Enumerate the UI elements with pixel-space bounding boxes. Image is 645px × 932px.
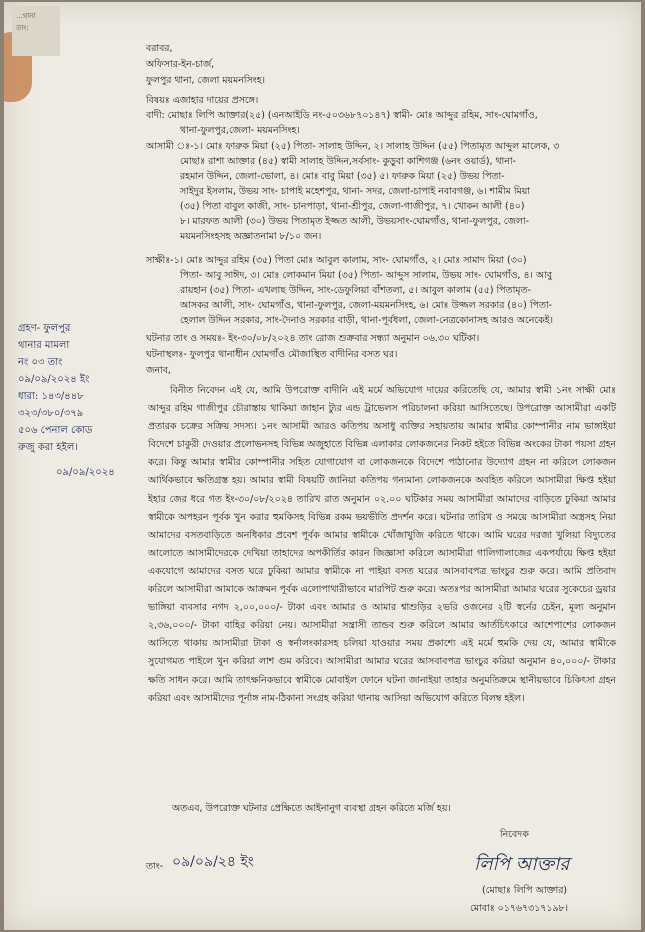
salutation: জনাব, [146, 365, 171, 376]
margin-note-line: ০৯/০৯/২০২৪ [56, 467, 115, 478]
applicant-mobile: মোবাঃ ০১৭৬৭৩১৭১৯৮। [470, 903, 568, 914]
accused-line: (৩৫) পিতা বাবুল কাজী, সাং- চানপাড়া, থানা-শ্রীপুর, জেলা-গাজীপুর, ৭। খোকন আলী (৪০) [180, 201, 525, 212]
margin-note-line: গ্রহণ- ফুলপুর [18, 323, 71, 334]
margin-note-line: ৩২৩/৩৮০/৩৭৯ [18, 408, 84, 419]
addressee-officer: অফিসার-ইন-চার্জ, [146, 59, 215, 70]
margin-note-line: নং ০৩ তাং [18, 357, 63, 368]
applicant-signature: লিপি আক্তার [474, 854, 570, 875]
witness-line: হেলাল উদ্দিন সরকার, সাং-দৈনাও সরকার বাড়ী, থানা-পূর্বধলা, জেলা-নেত্রকোনাসহ আরও অনেকেই। [180, 315, 553, 326]
margin-note-line: ৫০৬ পেনাল কোড [18, 425, 93, 436]
applicant-label: নিবেদক [500, 829, 529, 840]
margin-note-line: রুজু করা হইল। [18, 442, 78, 453]
complaint-body: বিনীত নিবেদন এই যে, আমি উপরোক্ত বাদীনি এই মর্মে অভিযোগ দায়ের করিতেছি যে, আমার স্বামী ১নং সাক্ষী মোঃ আব্দুর রহিম গাজীপুর চৌরাস্তায় থাকিয়া জাহান ট্যুর এন্ড ট্রাভেলস পরিচালনা করিয়া আসিতেছে। উপরোক্ত আসামীরা একটি প্রতারক চক্রের সক্রিয় সদস্য। ১নং আসামী আরও কতিপয় অসাধু ব্যক্তির সহায়তায় আমার স্বামীর কোম্পানীর নাম ভাঙ্গাইয়া বিদেশে চাকুরী দেওয়ার প্রলোভনসহ বিভিন্ন অজুহাতে বিভিন্ন এলাকার লোকজনের নিকট হইতে বিভিন্ন অংকের টাকা পয়সা গ্রহন করে। কিন্তু আমার স্বামীর কোম্পানীর সহিত যোগাযোগ বা লোকজনকে বিদেশে পাঠানোর উদ্যোগ গ্রহন না করিলে লোকজন আর্থিকভাবে ক্ষতিগ্রস্ত হয়। আমার স্বামী বিষয়টি জানিয়া কতিপয় গন্যমান্য লোকজনকে অবহিত করিলে আসামীরা ক্ষিপ্ত হইয়া ইহার জের ধরে গত ইং-৩০/০৮/২০২৪ তারিখ রাত অনুমান ০২.০০ ঘটিকার সময় আসামীরা আমাদের বাড়িতে ঢুকিয়া আমার স্বামীকে অপহরন পূর্বক খুন করার হুমকিসহ বিভিন্ন রকম ভয়ভীতি প্রদর্শন করে। ঘটনার তারিখ ও সময়ে আসামীরা অস্ত্রসহ নিয়া আমাদের বসতবাড়িতে অনধিকার প্রবেশ পূর্বক আমার স্বামীকে খোঁজাখুজি করিতে থাকে। আমি ঘরের দরজা খুলিয়া বিদ্যুতের আলোতে আসামীদেরকে দেখিয়া তাহাদের অপকীর্তির কারন জিজ্ঞাসা করিলে আসামীরা গালিগালাজের একপর্যায়ে ক্ষিপ্ত হইয়া একযোগে আমাদের বসত ঘরে ঢুকিয়া আমার স্বামীকে না পাইয়া বসত ঘরের আসবাবপত্র ভাংচুর শুরু করে। আমি প্রতিবাদ করিলে আসামীরা আমাকে আক্রমন পূর্বক এলোপাথারীভাবে মারপিট শুরু করে। অতঃপর আসামীরা আমার ঘরের সুকেচের ড্রয়ার ভাঙ্গিয়া ব্যবসার নগদ ২,০০,০০০/- টাকা এবং আমার ও আমার শ্বাশুড়ির ২ভরি ওজনের ২টি স্বর্নের চেইন, মূল্য অনুমান ২,৩৬,০০০/- টাকা বাহির করিয়া নেয়। আসামীরা সন্ত্রাসী তান্ডব শুরু করিলে আমার আর্তচিৎকারে আশেপাশের লোকজন আসিতে থাকায় আসামীরা টাকা ও স্বর্নালংকারসহ চলিয়া যাওয়ার সময় প্রকাশ্যে এই মর্মে হুমকি দেয় যে, আমার স্বামীকে সুযোগমত পাইলে খুন করিয়া লাশ গুম করিবে। আসামীরা আমার ঘরের আসবাবপত্র ভাংচুর করিয়া অনুমান ৪০,০০০/- টাকার ক্ষতি সাধন করে। আমি তাৎক্ষনিকভাবে স্বামীকে মোবাইল ফোনে ঘটনা জানাইয়া তাহার অনুমতিক্রমে স্থানীয়ভাবে চিকিৎসা গ্রহন করিয়া এবং আসামীদের পূর্নাঙ্গ নাম-ঠিকানা সংগ্রহ করিয়া থানায় আসিয়া অভিযোগ করিতে বিলম্ব হইল। [148, 385, 616, 704]
accused-line: রহমান উদ্দিন, জেলা-ভোলা, ৪। মোঃ বাবু মিয়া (৩৫) ৫। ফারুক মিয়া (২৫) উভয় পিতা- [180, 171, 505, 182]
addressee-station: ফুলপুর থানা, জেলা ময়মনসিংহ। [146, 75, 265, 86]
witness-line: রায়হান (৩৫) পিতা- এখলাছ উদ্দিন, সাং-ডেফুলিয়া বাঁশতলা, ৫। আবুল কালাম (৫৫) পিতামৃত- [180, 285, 531, 296]
corner-stamp [12, 6, 60, 56]
accused-line: ৮। মারফত আলী (৩০) উভয় পিতামৃত ইজ্জত আলী, উভয়সাং-ঘোমগাঁও, থানা-ফুলপুর, জেলা- [180, 216, 529, 227]
accused-line: আসামী ঃ-১। মোঃ ফারুক মিয়া (২৫) পিতা- সালাহ উদ্দিন, ২। সালাহ উদ্দিন (৫৫) পিতামৃত আব্দুল মালেক, ৩ [146, 141, 560, 152]
corner-stamp-line: তাং: [16, 24, 29, 32]
date-value: ০৯/০৯/২৪ ইং [172, 854, 254, 870]
accused-line: ময়মনসিংহসহ অজ্ঞাতনামা ৮/১০ জন। [180, 231, 322, 242]
closing-line: অতএব, উপরোক্ত ঘটনার প্রেক্ষিতে আইনানুগ ব্যবস্থা গ্রহন করিতে মর্জি হয়। [172, 803, 451, 814]
incident-place: ঘটনাস্থলঃ- ফুলপুর থানাধীন ঘোমগাঁও মৌজাস্থিত বাদীনির বসত ঘর। [146, 349, 398, 360]
margin-note-line: থানার মামলা [18, 340, 70, 351]
plaintiff-line: বাদী: মোছাঃ লিপি আক্তার(২৫) (এনআইডি নং-৫০৩৬৮৭০১৪৭) স্বামী- মোঃ আব্দুর রহিম, সাং-ঘোমগাঁও, [146, 110, 538, 121]
applicant-name: (মোছাঃ লিপি আক্তার) [482, 885, 568, 896]
date-label: তাং- [146, 861, 164, 872]
accused-line: সাইদুর ইসলাম, উভয় সাং- চাপাই মহেশপুর, থানা- সদর, জেলা-চাপাই নবাবগঞ্জ, ৬। শামীম মিয়া [180, 186, 530, 197]
witness-line: পিতা- আবু সাঈদ, ৩। মোঃ লোকমান মিয়া (৩৫) পিতা- আব্দুস সালাম, উভয় সাং- ঘোমগাঁও, ৪। আবু [180, 270, 553, 281]
margin-note-line: ০৯/০৯/২০২৪ ইং [18, 374, 90, 385]
corner-stamp-line: ...থানা [16, 12, 36, 20]
witness-line: আসকর আলী, সাং- ঘোমগাঁও, থানা-ফুলপুর, জেলা-ময়মনসিংহ, ৬। মোঃ উজ্জল সরকার (৪০) পিতা- [180, 300, 553, 311]
addressee-to: বরাবর, [146, 43, 173, 54]
margin-note-line: ধারা: ১৪৩/৪৪৮ [18, 391, 84, 402]
document-page [4, 2, 641, 930]
plaintiff-line: থানা-ফুলপুর,জেলা- ময়মনসিংহ। [180, 125, 300, 136]
witness-line: সাক্ষীঃ-১। মোঃ আব্দুর রহিম (৩৫) পিতা মোঃ আবুল কালাম, সাং- ঘোমগাঁও, ২। মোঃ সামাদ মিয়া (৩০) [146, 255, 527, 266]
subject-line: বিষয়ঃ এজাহার দায়ের প্রসঙ্গে। [146, 95, 259, 106]
accused-line: মোছাঃ রাশা আক্তার (৪৫) স্বামী সালাহ উদ্দিন,সর্বসাং- কুড়ুবা কাশিগঞ্জ (৬নং ওয়ার্ড), থানা- [180, 156, 516, 167]
incident-date: ঘটনার তাং ও সময়ঃ- ইং-৩০/০৮/২০২৪ তাং রোজ শুক্রবার সন্ধ্যা অনুমান ০৬.৩০ ঘটিকা। [146, 333, 480, 344]
